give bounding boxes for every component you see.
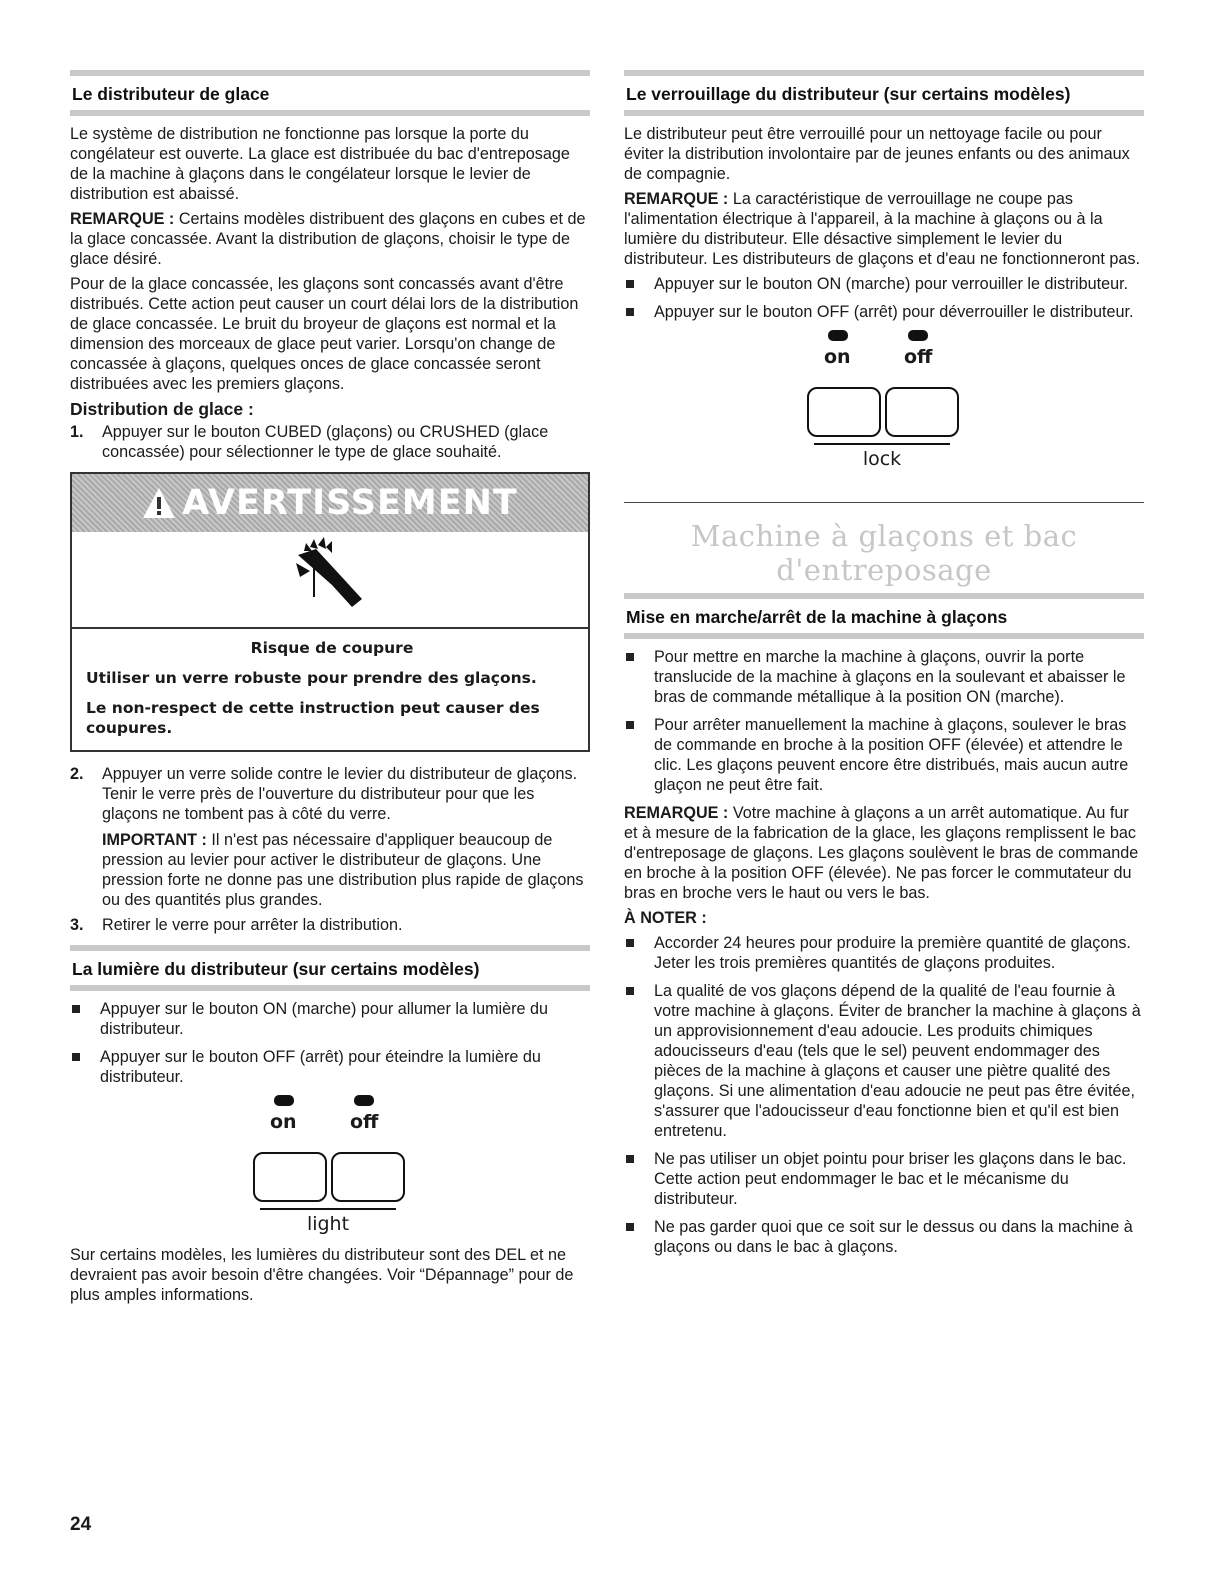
- divider: [260, 1208, 396, 1210]
- paragraph: Sur certains modèles, les lumières du distributeur sont des DEL et ne devraient pas avoir besoin d'être changées. Voir “Dépannage” pour de plus amples informations.: [70, 1246, 574, 1304]
- section-heading-ice-dispenser: Le distributeur de glace: [70, 70, 590, 116]
- warning-box: [70, 472, 590, 752]
- note-paragraph: [624, 803, 1144, 903]
- bullet-item: [624, 1217, 1144, 1257]
- note-label: REMARQUE :: [70, 210, 175, 228]
- note-label: REMARQUE :: [624, 804, 729, 822]
- important-paragraph: [102, 830, 590, 910]
- bullet-text: Accorder 24 heures pour produire la première quantité de glaçons. Jeter les trois premières quantités de glaçons produites.: [654, 934, 1131, 972]
- bullet-item: [624, 647, 1144, 707]
- note-label: REMARQUE :: [624, 190, 729, 208]
- cut-hazard-icon: [72, 532, 588, 629]
- bullet-icon: [624, 1217, 654, 1257]
- section-heading-ice-maker-onoff: Mise en marche/arrêt de la machine à glaçons: [624, 593, 1144, 639]
- on-indicator-icon: [274, 1095, 294, 1106]
- note-paragraph: [70, 209, 590, 269]
- lock-caption: lock: [862, 448, 902, 470]
- bullet-text: Pour mettre en marche la machine à glaçons, ouvrir la porte translucide de la machine à glaçons en la soulevant et abaisser le bras de commande métallique à la position ON (marche).: [654, 648, 1126, 706]
- bullet-text: Appuyer sur le bouton ON (marche) pour verrouiller le distributeur.: [654, 275, 1129, 293]
- off-label: off: [904, 346, 933, 368]
- step-text: Appuyer sur le bouton CUBED (glaçons) ou CRUSHED (glace concassée) pour sélectionner le type de glace souhaité.: [102, 423, 549, 461]
- note-paragraph: [624, 189, 1144, 269]
- bullet-text: Appuyer sur le bouton OFF (arrêt) pour déverrouiller le distributeur.: [654, 303, 1134, 321]
- bullet-icon: [624, 933, 654, 973]
- bullet-icon: [624, 1149, 654, 1209]
- note-text: La caractéristique de verrouillage ne coupe pas l'alimentation électrique à l'appareil, à la machine à glaçons ou à la lumière du distributeur. Elle désactive simplement le levier du distributeur. Les distributeurs de glaçons et d'eau ne fonctionneront pas.: [624, 190, 1141, 268]
- left-column: [70, 70, 590, 1310]
- note-text: Votre machine à glaçons a un arrêt automatique. Au fur et à mesure de la fabrication de la glace, les glaçons remplissent le bac d'entreposage de glaçons. Les glaçons soulèvent le bras de commande en broche à la position OFF (élevée). Ne pas forcer le commutateur du bras en broche vers le haut ou vers le bas.: [624, 804, 1139, 902]
- bullet-item: [624, 274, 1144, 294]
- bullet-item: [624, 715, 1144, 795]
- bullet-text: Ne pas utiliser un objet pointu pour briser les glaçons dans le bac. Cette action peut endommager le bac et le mécanisme du distributeur.: [654, 1150, 1127, 1208]
- bullet-icon: [624, 647, 654, 707]
- bullet-item: [70, 1047, 590, 1087]
- lock-control-panel: [784, 330, 984, 480]
- bullet-item: [624, 933, 1144, 973]
- bullet-icon: [70, 1047, 100, 1087]
- divider: [814, 443, 950, 445]
- off-indicator-icon: [908, 330, 928, 341]
- bullet-item: [70, 999, 590, 1039]
- lock-off-button[interactable]: [885, 387, 959, 437]
- bullet-icon: [624, 274, 654, 294]
- important-label: IMPORTANT :: [102, 831, 207, 849]
- off-label: off: [350, 1111, 379, 1133]
- light-control-panel: [230, 1095, 430, 1245]
- bullet-item: [624, 302, 1144, 322]
- warning-triangle-icon: [142, 486, 176, 520]
- section-heading-dispenser-lock: Le verrouillage du distributeur (sur certains modèles): [624, 70, 1144, 116]
- step-text: Appuyer un verre solide contre le levier du distributeur de glaçons. Tenir le verre près de l'ouverture du distributeur pour que les glaçons ne tombent pas à côté du verre.: [102, 765, 578, 823]
- warning-line: Le non-respect de cette instruction peut causer des coupures.: [86, 699, 540, 737]
- step-number: 3.: [70, 916, 84, 934]
- step-number: 2.: [70, 765, 84, 783]
- paragraph: Pour de la glace concassée, les glaçons sont concassés avant d'être distribués. Cette action peut causer un court délai lors de la distribution de glace concassée. Le bruit du broyeur de glaçons est normal et la dimension des morceaux de glace peut varier. Lorsqu'on change de concassée à glaçons, quelques onces de glace concassée seront distribuées avec les premiers glaçons.: [70, 275, 579, 393]
- subheading-ice-distribution: Distribution de glace :: [70, 399, 254, 419]
- on-label: on: [824, 346, 851, 368]
- bullet-text: Appuyer sur le bouton OFF (arrêt) pour éteindre la lumière du distributeur.: [100, 1048, 541, 1086]
- step-text: Retirer le verre pour arrêter la distribution.: [102, 916, 403, 934]
- bullet-text: Pour arrêter manuellement la machine à glaçons, soulever le bras de commande en broche à la position OFF (élevée) et attendre le clic. Les glaçons peuvent encore être distribués, mais aucun autre glaçon ne peut être fait.: [654, 716, 1129, 794]
- bullet-text: La qualité de vos glaçons dépend de la qualité de l'eau fournie à votre machine à glaçons. Éviter de brancher la machine à glaçons à un approvisionnement d'eau adoucie. Les produits chimiques adoucisseurs d'eau (tels que le sel) peuvent endommager des pièces de la machine à glaçons et causer une piètre qualité des glaçons. Si une alimentation d'eau adoucie ne peut pas être évitée, s'assurer que l'adoucisseur d'eau fonctionne bien et qu'il est bien entretenu.: [654, 982, 1141, 1140]
- right-column: [624, 70, 1144, 1265]
- on-label: on: [270, 1111, 297, 1133]
- section-title-ice-maker: Machine à glaçons et bac d'entreposage: [624, 502, 1144, 593]
- on-indicator-icon: [828, 330, 848, 341]
- a-noter-label: À NOTER :: [624, 909, 707, 927]
- warning-line: Utiliser un verre robuste pour prendre des glaçons.: [86, 669, 537, 687]
- bullet-icon: [624, 981, 654, 1141]
- page-number: 24: [70, 1514, 92, 1535]
- bullet-text: Appuyer sur le bouton ON (marche) pour allumer la lumière du distributeur.: [100, 1000, 549, 1038]
- step-1: [70, 422, 590, 462]
- bullet-icon: [624, 302, 654, 322]
- warning-header: [72, 474, 588, 532]
- step-2: [70, 764, 590, 824]
- light-caption: light: [306, 1213, 350, 1235]
- section-heading-dispenser-light: La lumière du distributeur (sur certains modèles): [70, 945, 590, 991]
- bullet-item: [624, 981, 1144, 1141]
- note-text: Certains modèles distribuent des glaçons en cubes et de la glace concassée. Avant la distribution de glaçons, choisir le type de glace désiré.: [70, 210, 586, 268]
- bullet-text: Ne pas garder quoi que ce soit sur le dessus ou dans la machine à glaçons ou dans le bac à glaçons.: [654, 1218, 1133, 1256]
- light-on-button[interactable]: [253, 1152, 327, 1202]
- paragraph: Le distributeur peut être verrouillé pour un nettoyage facile ou pour éviter la distribution involontaire par de jeunes enfants ou des animaux de compagnie.: [624, 125, 1130, 183]
- bullet-icon: [624, 715, 654, 795]
- bullet-icon: [70, 999, 100, 1039]
- warning-title: AVERTISSEMENT: [182, 483, 518, 523]
- step-number: 1.: [70, 423, 84, 441]
- step-3: [70, 915, 590, 935]
- warning-risk: Risque de coupure: [250, 639, 414, 657]
- paragraph: Le système de distribution ne fonctionne pas lorsque la porte du congélateur est ouverte. La glace est distribuée du bac d'entreposage de la machine à glaçons dans le congélateur lorsque le levier de distribution est abaissé.: [70, 125, 570, 203]
- bullet-item: [624, 1149, 1144, 1209]
- lock-on-button[interactable]: [807, 387, 881, 437]
- off-indicator-icon: [354, 1095, 374, 1106]
- warning-text: [72, 629, 588, 750]
- important-text: Il n'est pas nécessaire d'appliquer beaucoup de pression au levier pour activer le distributeur de glaçons. Une pression forte ne donne pas une distribution plus rapide de glaçons ou des quantités plus grandes.: [102, 831, 584, 909]
- light-off-button[interactable]: [331, 1152, 405, 1202]
